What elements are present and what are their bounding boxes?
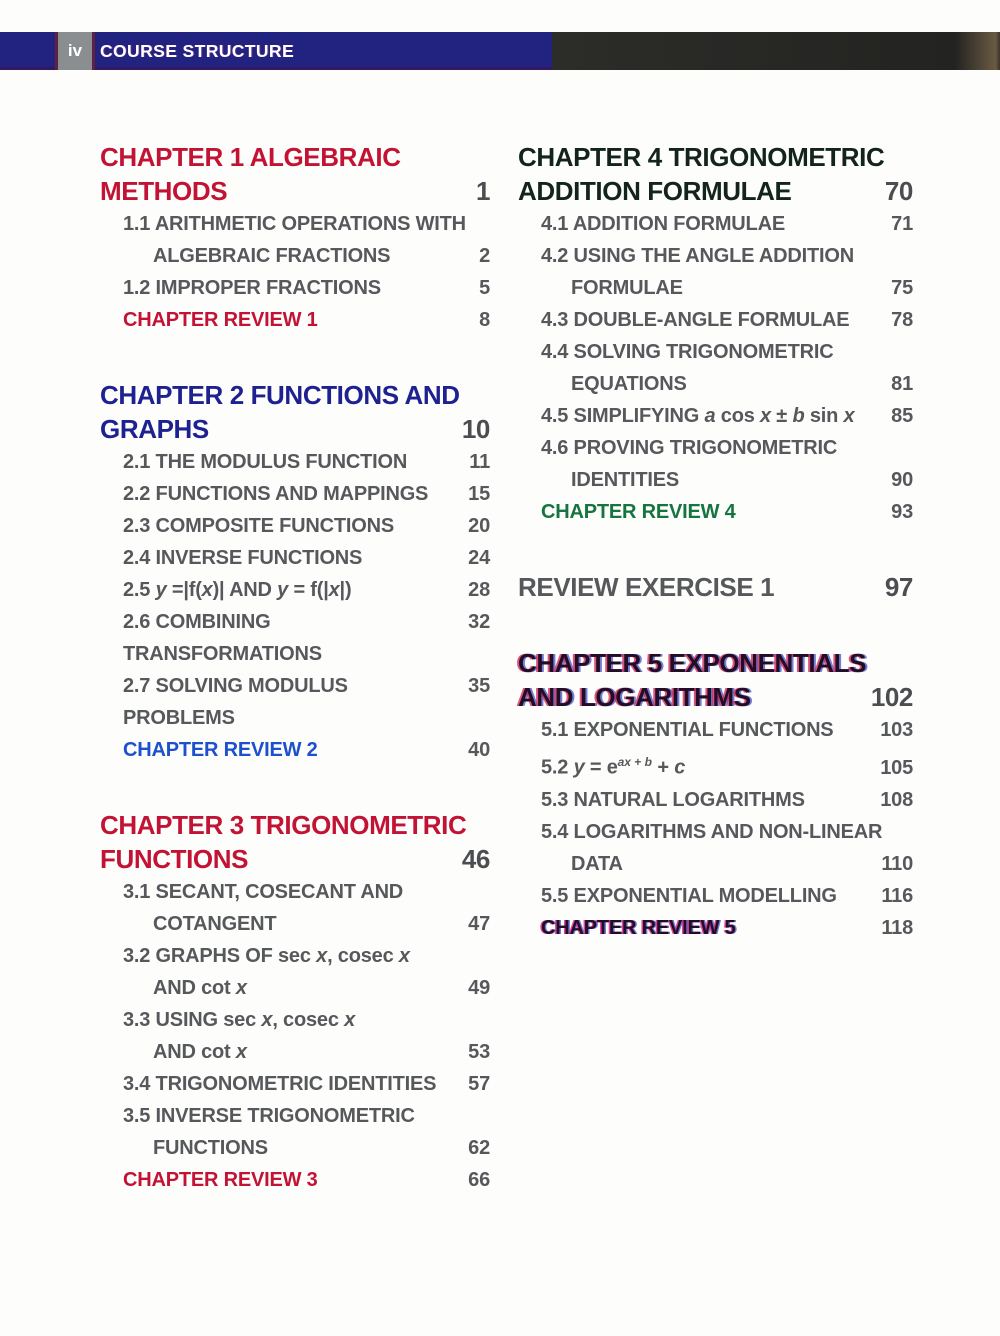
toc-row [100, 174, 490, 208]
toc-row [100, 240, 490, 272]
page-number: 81 [891, 373, 913, 395]
entry-text: 2.1 THE MODULUS FUNCTION [123, 451, 408, 473]
page-number: 75 [891, 277, 913, 299]
entry-text: CHAPTER 4 TRIGONOMETRIC [518, 142, 885, 172]
page-number: 116 [881, 884, 913, 907]
page-number: 2 [479, 245, 490, 267]
toc-entry [518, 714, 913, 746]
toc-row [518, 304, 913, 336]
toc-row [100, 972, 490, 1004]
entry-text: 4.4 SOLVING TRIGONOMETRIC [541, 341, 834, 363]
toc-entry [100, 876, 490, 940]
page-number: 66 [468, 1169, 490, 1191]
toc-entry [518, 746, 913, 784]
entry-text: CHAPTER REVIEW 1 [123, 309, 318, 331]
toc-row [100, 1164, 490, 1196]
toc-column-right [518, 140, 913, 986]
entry-text: COTANGENT [153, 913, 277, 935]
toc-row [100, 1004, 490, 1036]
toc-row [518, 464, 913, 496]
page-number: 102 [870, 682, 913, 712]
entry-text: AND cot x [153, 1041, 247, 1063]
entry-text: AND LOGARITHMS [518, 682, 751, 712]
toc-entry [100, 478, 490, 510]
chapter-4-trigonometric-addition-formulae [518, 140, 913, 528]
toc-entry [100, 1068, 490, 1100]
toc-entry [100, 574, 490, 606]
entry-text: FUNCTIONS [100, 844, 249, 874]
toc-entry [100, 510, 490, 542]
entry-text: 3.5 INVERSE TRIGONOMETRIC [123, 1105, 415, 1127]
toc-row [100, 542, 490, 574]
toc-entry [518, 336, 913, 400]
toc-row [518, 646, 913, 680]
review-exercise-1-heading [518, 570, 913, 604]
toc-entry [100, 670, 490, 734]
entry-text: EQUATIONS [571, 373, 687, 395]
toc-entry [518, 784, 913, 816]
entry-text: 1.2 IMPROPER FRACTIONS [123, 277, 381, 299]
entry-text: 2.5 y =|f(x)| AND y = f(|x|) [123, 579, 352, 601]
entry-text: GRAPHS [100, 414, 209, 444]
toc-row [100, 1036, 490, 1068]
toc-row [100, 446, 490, 478]
chapter-1-algebraic-methods-heading [100, 140, 490, 208]
entry-text: 2.7 SOLVING MODULUS PROBLEMS [123, 675, 348, 729]
entry-text: CHAPTER REVIEW 2 [123, 739, 318, 761]
toc-entry [518, 400, 913, 432]
toc-row [518, 336, 913, 368]
page-number: 118 [881, 916, 913, 939]
header-bar [0, 32, 1000, 70]
toc-entry [100, 940, 490, 1004]
entry-text: CHAPTER 5 EXPONENTIALS [518, 648, 867, 678]
toc-row [100, 842, 490, 876]
page-number: 85 [891, 405, 913, 427]
toc-row [518, 570, 913, 604]
toc-row [100, 908, 490, 940]
page-number: 40 [468, 739, 490, 761]
entry-text: ADDITION FORMULAE [518, 176, 792, 206]
entry-text: REVIEW EXERCISE 1 [518, 572, 775, 602]
toc-row [100, 510, 490, 542]
toc-entry [100, 446, 490, 478]
toc-entry [518, 816, 913, 880]
page-number: 78 [891, 309, 913, 331]
page-number: 24 [468, 547, 490, 569]
entry-text: DATA [571, 852, 623, 875]
toc-row [518, 912, 913, 944]
page-number: 103 [880, 719, 913, 741]
entry-text: 3.1 SECANT, COSECANT AND [123, 881, 404, 903]
entry-text: FUNCTIONS [153, 1137, 268, 1159]
entry-text: AND cot x [153, 977, 247, 999]
toc-row [518, 848, 913, 880]
toc-row [100, 574, 490, 606]
entry-text: CHAPTER REVIEW 4 [541, 501, 736, 523]
entry-text: CHAPTER 2 FUNCTIONS AND [100, 380, 460, 410]
toc-entry [100, 1004, 490, 1068]
entry-text: 2.2 FUNCTIONS AND MAPPINGS [123, 483, 429, 505]
entry-text: 3.3 USING sec x, cosec x [123, 1009, 356, 1031]
entry-text: CHAPTER 3 TRIGONOMETRIC [100, 810, 467, 840]
toc-row [100, 808, 490, 842]
chapter-review-entry [100, 734, 490, 766]
entry-text: 5.1 EXPONENTIAL FUNCTIONS [541, 719, 834, 741]
chapter-5-exponentials-and-logarithms [518, 646, 913, 944]
entry-text: 3.2 GRAPHS OF sec x, cosec x [123, 945, 410, 967]
page-number: 8 [479, 309, 490, 331]
entry-text: CHAPTER REVIEW 3 [123, 1169, 318, 1191]
chapter-2-functions-and-graphs [100, 378, 490, 766]
toc-row [518, 140, 913, 174]
page-number: 46 [461, 844, 490, 874]
entry-text: 5.4 LOGARITHMS AND NON-LINEAR [541, 820, 883, 843]
chapter-review-entry [518, 496, 913, 528]
toc-entry [518, 432, 913, 496]
entry-text: METHODS [100, 176, 228, 206]
entry-text: 5.5 EXPONENTIAL MODELLING [541, 884, 837, 907]
entry-text: IDENTITIES [571, 469, 680, 491]
page-number: 62 [468, 1137, 490, 1159]
toc-row [518, 880, 913, 912]
toc-row [518, 400, 913, 432]
page-number: 1 [475, 176, 490, 206]
page-number: 71 [891, 213, 913, 235]
page-number-box [55, 32, 95, 70]
toc-row [100, 304, 490, 336]
entry-text: 4.1 ADDITION FORMULAE [541, 213, 785, 235]
header-title: COURSE STRUCTURE [100, 40, 295, 61]
entry-text: 4.6 PROVING TRIGONOMETRIC [541, 437, 838, 459]
chapter-review-entry [100, 304, 490, 336]
entry-text: 4.2 USING THE ANGLE ADDITION [541, 245, 854, 267]
page-number: 15 [468, 483, 490, 505]
toc-row [100, 1068, 490, 1100]
entry-text: CHAPTER REVIEW 5 [541, 916, 736, 939]
entry-text: FORMULAE [571, 277, 683, 299]
entry-text: 1.1 ARITHMETIC OPERATIONS WITH [123, 213, 466, 235]
chapter-2-functions-and-graphs-heading [100, 378, 490, 446]
toc-row [518, 240, 913, 272]
page-number: 10 [461, 414, 490, 444]
toc-row [518, 714, 913, 746]
entry-text: 2.3 COMPOSITE FUNCTIONS [123, 515, 394, 537]
page-number: 28 [468, 579, 490, 601]
page-number: 57 [468, 1073, 490, 1095]
page-number: 5 [479, 277, 490, 299]
toc-row [100, 140, 490, 174]
toc-row [100, 1132, 490, 1164]
chapter-1-algebraic-methods [100, 140, 490, 336]
toc-entry [518, 304, 913, 336]
chapter-review-entry [518, 912, 913, 944]
entry-text: 4.5 SIMPLIFYING a cos x ± b sin x [541, 405, 855, 427]
toc-row [100, 606, 490, 670]
chapter-3-trigonometric-functions-heading [100, 808, 490, 876]
toc-row [518, 368, 913, 400]
toc-row [518, 784, 913, 816]
toc-row [100, 478, 490, 510]
toc-entry [518, 208, 913, 240]
toc-entry [100, 606, 490, 670]
toc-row [100, 378, 490, 412]
toc-column-left [100, 140, 490, 1238]
page-number: 32 [468, 611, 490, 633]
page-number: 108 [880, 788, 913, 811]
page-number: 11 [469, 451, 490, 473]
toc-entry [100, 542, 490, 574]
toc-entry [100, 208, 490, 272]
page-number: 70 [884, 176, 913, 206]
entry-text: 5.3 NATURAL LOGARITHMS [541, 788, 805, 811]
page-number: 53 [468, 1041, 490, 1063]
page-number: 97 [884, 572, 913, 602]
entry-text: 2.4 INVERSE FUNCTIONS [123, 547, 363, 569]
entry-text: 5.2 $y = e^{ax + b} + c$ [541, 755, 686, 779]
page-number: 90 [891, 469, 913, 491]
entry-text: ALGEBRAIC FRACTIONS [153, 245, 391, 267]
toc-row [100, 670, 490, 734]
toc-row [100, 1100, 490, 1132]
toc-row [100, 272, 490, 304]
chapter-4-trigonometric-addition-formulae-heading [518, 140, 913, 208]
toc-entry [518, 880, 913, 912]
page-number: 35 [468, 675, 490, 697]
page-number: 110 [881, 852, 913, 875]
page-number: 49 [468, 977, 490, 999]
chapter-review-entry [100, 1164, 490, 1196]
toc-entry [518, 240, 913, 304]
toc-row [100, 940, 490, 972]
toc-row [518, 746, 913, 784]
toc-row [518, 432, 913, 464]
entry-text: 2.6 COMBINING TRANSFORMATIONS [123, 611, 322, 665]
toc-row [518, 816, 913, 848]
entry-text: 4.3 DOUBLE-ANGLE FORMULAE [541, 309, 850, 331]
review-exercise-1 [518, 570, 913, 604]
toc-row [518, 680, 913, 714]
toc-row [100, 208, 490, 240]
toc-row [518, 272, 913, 304]
chapter-5-exponentials-and-logarithms-heading [518, 646, 913, 714]
entry-text: 3.4 TRIGONOMETRIC IDENTITIES [123, 1073, 437, 1095]
toc-row [518, 174, 913, 208]
page-number: 93 [891, 501, 913, 523]
toc-row [100, 412, 490, 446]
chapter-3-trigonometric-functions [100, 808, 490, 1196]
toc-entry [100, 1100, 490, 1164]
page-number: 105 [880, 756, 913, 779]
page-number: 20 [468, 515, 490, 537]
toc-row [518, 496, 913, 528]
toc-row [100, 876, 490, 908]
entry-text: CHAPTER 1 ALGEBRAIC [100, 142, 401, 172]
toc-row [100, 734, 490, 766]
page-number: 47 [468, 913, 490, 935]
toc-entry [100, 272, 490, 304]
toc-row [518, 208, 913, 240]
header-bar-black-segment [552, 32, 1000, 70]
page-number-label: iv [67, 41, 83, 60]
